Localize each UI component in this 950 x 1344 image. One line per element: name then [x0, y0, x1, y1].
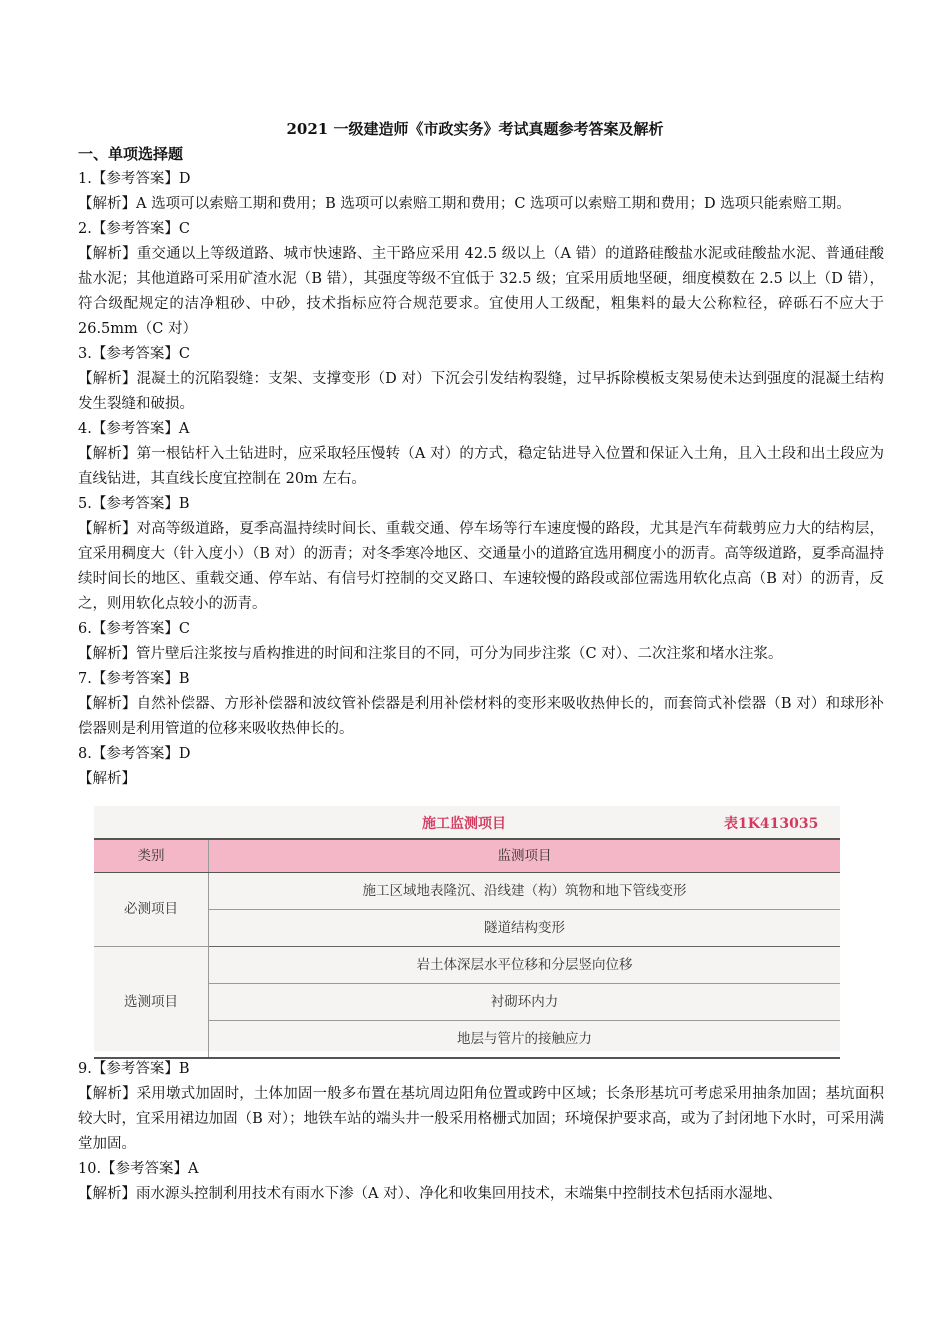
- optional-category: 选测项目: [94, 947, 209, 1059]
- table-caption-number: 表1K413035: [724, 816, 819, 832]
- table-cell: 岩土体深层水平位移和分层竖向位移: [209, 947, 841, 984]
- table-cell: 衬砌环内力: [209, 984, 841, 1021]
- analysis-paragraph: 【解析】重交通以上等级道路、城市快速路、主干路应采用 42.5 级以上（A 错）的道路硅酸盐水泥或硅酸盐水泥、普通硅酸盐水泥；其他道路可采用矿渣水泥（B 错），其强度等级不宜低于 32.5 级；宜采用质地坚硬，细度模数在 2.5 以上（D 错），符合级配规定的洁净粗砂、中砂，技术指标应符合规范要求。宜使用人工级配，粗集料的最大公称粒径，碎砾石不应大于 26.5mm（C 对）: [78, 246, 884, 337]
- document-title: 2021 一级建造师《市政实务》考试真题参考答案及解析: [286, 120, 664, 138]
- answer-line: 4.【参考答案】A: [78, 421, 190, 437]
- table-header-row: [94, 839, 840, 873]
- answer-line: 10.【参考答案】A: [78, 1161, 199, 1177]
- monitoring-table: [94, 838, 840, 1059]
- table-row: [94, 873, 840, 910]
- analysis-paragraph: 【解析】管片壁后注浆按与盾构推进的时间和注浆目的不同，可分为同步注浆（C 对）、二次注浆和堵水注浆。: [78, 646, 783, 662]
- analysis-paragraph: 【解析】: [78, 771, 136, 787]
- table-cell: 地层与管片的接触应力: [209, 1021, 841, 1059]
- header-category: 类别: [94, 839, 209, 873]
- answer-line: 1.【参考答案】D: [78, 171, 191, 187]
- table-caption-title: 施工监测项目: [422, 816, 506, 832]
- analysis-paragraph: 【解析】雨水源头控制利用技术有雨水下渗（A 对）、净化和收集回用技术，末端集中控制技术包括雨水湿地、: [78, 1186, 782, 1202]
- table-caption: [94, 812, 840, 836]
- answer-line: 6.【参考答案】C: [78, 621, 190, 637]
- answer-line: 5.【参考答案】B: [78, 496, 190, 512]
- answer-line: 8.【参考答案】D: [78, 746, 191, 762]
- monitoring-table-image: [94, 806, 840, 1051]
- section-heading: 一、单项选择题: [78, 145, 184, 163]
- answer-line: 3.【参考答案】C: [78, 346, 190, 362]
- analysis-paragraph: 【解析】采用墩式加固时，土体加固一般多布置在基坑周边阳角位置或跨中区域；长条形基坑可考虑采用抽条加固；基坑面积较大时，宜采用裙边加固（B 对）；地铁车站的端头井一般采用格栅式加固；环境保护要求高，或为了封闭地下水时，可采用满堂加固。: [78, 1086, 884, 1152]
- analysis-paragraph: 【解析】混凝土的沉陷裂缝：支架、支撑变形（D 对）下沉会引发结构裂缝，过早拆除模板支架易使未达到强度的混凝土结构发生裂缝和破损。: [78, 371, 884, 412]
- analysis-paragraph: 【解析】自然补偿器、方形补偿器和波纹管补偿器是利用补偿材料的变形来吸收热伸长的，而套筒式补偿器（B 对）和球形补偿器则是利用管道的位移来吸收热伸长的。: [78, 696, 884, 737]
- table-cell: 隧道结构变形: [209, 910, 841, 947]
- required-category: 必测项目: [94, 873, 209, 947]
- table-cell: 施工区域地表隆沉、沿线建（构）筑物和地下管线变形: [209, 873, 841, 910]
- header-items: 监测项目: [209, 839, 841, 873]
- analysis-paragraph: 【解析】对高等级道路，夏季高温持续时间长、重载交通、停车场等行车速度慢的路段，尤其是汽车荷载剪应力大的结构层，宜采用稠度大（针入度小）（B 对）的沥青；对冬季寒冷地区、交通量小的道路宜选用稠度小的沥青。高等级道路，夏季高温持续时间长的地区、重载交通、停车站、有信号灯控制的交叉路口、车速较慢的路段或部位需选用软化点高（B 对）的沥青，反之，则用软化点较小的沥青。: [78, 521, 884, 612]
- answer-line: 2.【参考答案】C: [78, 221, 190, 237]
- analysis-paragraph: 【解析】第一根钻杆入土钻进时，应采取轻压慢转（A 对）的方式，稳定钻进导入位置和保证入土角，且入土段和出土段应为直线钻进，其直线长度宜控制在 20m 左右。: [78, 446, 884, 487]
- answer-line: 7.【参考答案】B: [78, 671, 190, 687]
- analysis-paragraph: 【解析】A 选项可以索赔工期和费用；B 选项可以索赔工期和费用；C 选项可以索赔工期和费用；D 选项只能索赔工期。: [78, 196, 851, 212]
- answer-line: 9.【参考答案】B: [78, 1061, 190, 1077]
- table-row: [94, 947, 840, 984]
- document-body: [78, 142, 884, 1207]
